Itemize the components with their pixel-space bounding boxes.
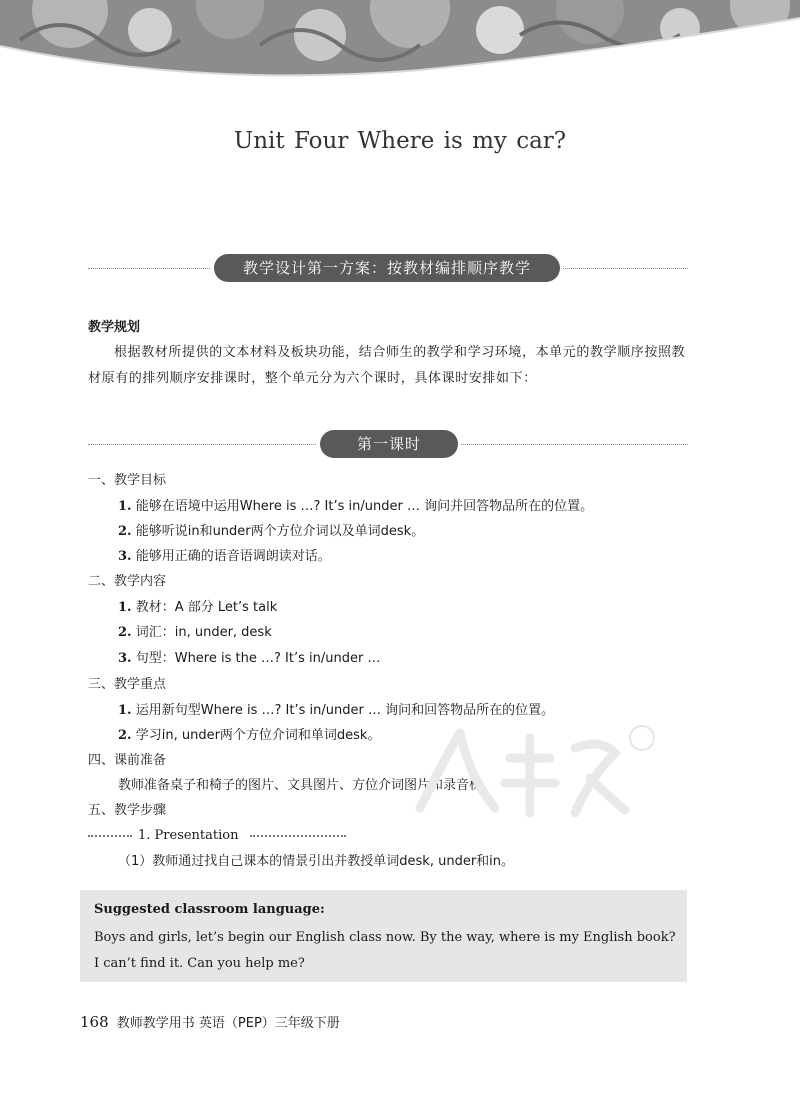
dotted-leader bbox=[88, 835, 132, 841]
item-number: 2. bbox=[118, 524, 132, 539]
item-number: 2. bbox=[118, 728, 132, 743]
lesson-section-bar bbox=[88, 430, 688, 460]
outline-heading: 二、教学内容 bbox=[88, 574, 167, 589]
classroom-language-line: Boys and girls, let’s begin our English class now. By the way, where is my English book? bbox=[94, 930, 676, 945]
presentation-step bbox=[88, 826, 348, 846]
outline-heading: 四、课前准备 bbox=[88, 753, 167, 768]
lesson-label-pill: 第一课时 bbox=[320, 430, 458, 458]
outline-item bbox=[118, 649, 380, 669]
dotted-leader bbox=[250, 835, 346, 841]
step-subitem: （1）教师通过找自己课本的情景引出并教授单词desk, under和in。 bbox=[118, 854, 515, 869]
outline-item bbox=[118, 726, 380, 746]
item-text: 运用新句型Where is …? It’s in/under … 询问和回答物品所在的位置。 bbox=[135, 703, 555, 718]
item-text: 词汇：in, under, desk bbox=[135, 625, 272, 640]
plan-label-pill: 教学设计第一方案：按教材编排顺序教学 bbox=[214, 254, 560, 282]
planning-heading: 教学规划 bbox=[88, 320, 141, 335]
item-number: 1. bbox=[118, 600, 132, 615]
classroom-language-box bbox=[80, 890, 687, 982]
outline-heading: 一、教学目标 bbox=[88, 473, 167, 488]
outline-item bbox=[118, 497, 593, 517]
book-title: 教师教学用书 英语（PEP）三年级下册 bbox=[116, 1016, 340, 1031]
outline-item bbox=[118, 623, 272, 643]
item-number: 1. bbox=[118, 499, 132, 514]
outline-heading: 五、教学步骤 bbox=[88, 803, 167, 818]
page-footer bbox=[80, 1012, 340, 1031]
planning-paragraph: 根据教材所提供的文本材料及板块功能，结合师生的教学和学习环境，本单元的教学顺序按照教材原有的排列顺序安排课时，整个单元分为六个课时，具体课时安排如下： bbox=[88, 345, 686, 386]
unit-title: Unit Four Where is my car? bbox=[233, 128, 567, 154]
step-label: 1. Presentation bbox=[138, 828, 239, 843]
item-text: 教师准备桌子和椅子的图片、文具图片、方位介词图片和录音机。 bbox=[118, 778, 496, 793]
page-number: 168 bbox=[80, 1013, 109, 1031]
outline-item bbox=[118, 547, 331, 567]
item-number: 1. bbox=[118, 703, 132, 718]
floral-banner bbox=[0, 0, 800, 100]
item-text: 教材：A 部分 Let’s talk bbox=[135, 600, 278, 615]
plan-section-bar bbox=[88, 254, 688, 284]
item-text: 能够在语境中运用Where is …? It’s in/under … 询问并回答物品所在的位置。 bbox=[135, 499, 594, 514]
item-text: 能够用正确的语音语调朗读对话。 bbox=[135, 549, 331, 564]
item-text: 学习in, under两个方位介词和单词desk。 bbox=[135, 728, 381, 743]
item-number: 2. bbox=[118, 625, 132, 640]
outline-item bbox=[118, 598, 277, 618]
classroom-language-heading: Suggested classroom language: bbox=[94, 902, 325, 917]
publisher-watermark-logo bbox=[400, 718, 660, 828]
outline-item bbox=[118, 522, 424, 542]
item-text: 句型：Where is the …? It’s in/under … bbox=[135, 651, 381, 666]
outline-heading: 三、教学重点 bbox=[88, 677, 167, 692]
classroom-language-line: I can’t find it. Can you help me? bbox=[94, 956, 305, 971]
item-number: 3. bbox=[118, 651, 132, 666]
item-text: 能够听说in和under两个方位介词以及单词desk。 bbox=[135, 524, 425, 539]
item-number: 3. bbox=[118, 549, 132, 564]
